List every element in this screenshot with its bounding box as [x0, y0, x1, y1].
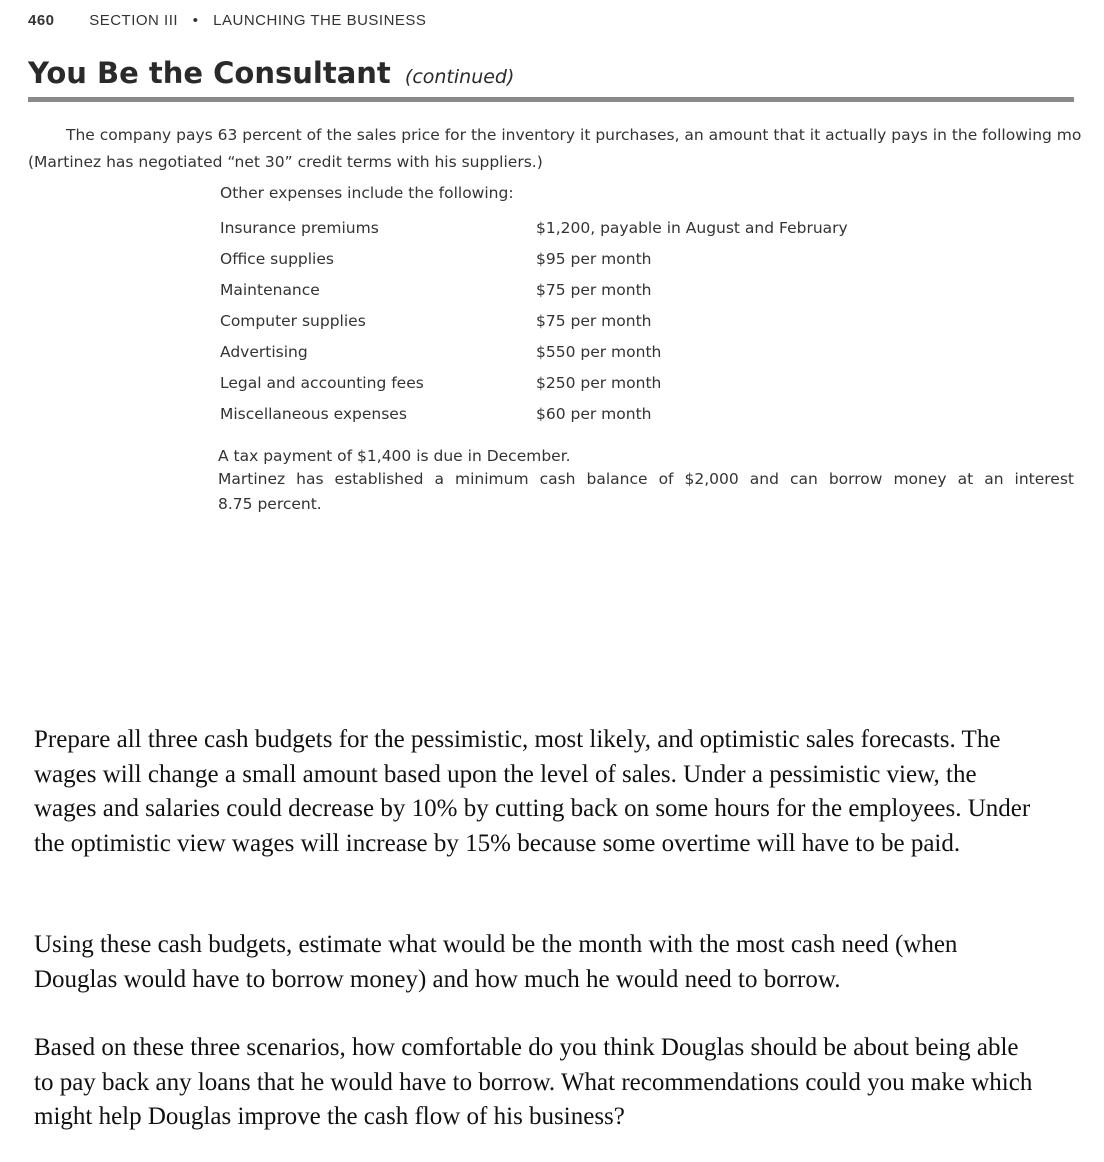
intro-line-2: (Martinez has negotiated “net 30” credit terms with his suppliers.) — [28, 153, 543, 171]
intro-line-1: The company pays 63 percent of the sales price for the inventory it purchases, an amount that it actually pays in the following mo — [66, 126, 1082, 144]
expense-value: $1,200, payable in August and February — [536, 218, 848, 237]
question-paragraph-3: Based on these three scenarios, how comfortable do you think Douglas should be about being able to pay back any loans that he would have to borrow. What recommendations could you make which might help Douglas improve the cash flow of his business? — [34, 1034, 1033, 1130]
min-cash-note-end: 8.75 percent. — [218, 495, 322, 513]
expense-value: $75 per month — [536, 280, 652, 299]
title-suffix: (continued) — [404, 66, 515, 88]
expense-value: $550 per month — [536, 342, 662, 361]
expense-value: $75 per month — [536, 311, 652, 330]
running-header — [28, 12, 426, 29]
expense-row — [220, 305, 940, 336]
expense-row — [220, 336, 940, 367]
expense-name: Miscellaneous expenses — [220, 404, 407, 423]
min-cash-note: Martinez has established a minimum cash balance of $2,000 and can borrow money at an interest — [218, 470, 1074, 488]
expenses-intro: Other expenses include the following: — [220, 184, 514, 202]
tax-note: A tax payment of $1,400 is due in December. — [218, 447, 571, 465]
expense-value: $60 per month — [536, 404, 652, 423]
expense-name: Computer supplies — [220, 311, 366, 330]
expense-table — [220, 212, 940, 429]
expense-row — [220, 367, 940, 398]
section-label: SECTION III — [89, 12, 179, 29]
expense-row — [220, 212, 940, 243]
title-rule — [28, 97, 1074, 102]
expense-name: Maintenance — [220, 280, 320, 299]
expense-value: $250 per month — [536, 373, 662, 392]
expense-row — [220, 398, 940, 429]
page-title — [28, 56, 514, 90]
expense-name: Office supplies — [220, 249, 334, 268]
question-paragraph-2: Using these cash budgets, estimate what would be the month with the most cash need (when Douglas would have to borrow money) and how much he would need to borrow. — [34, 931, 958, 993]
expense-name: Advertising — [220, 342, 308, 361]
title-main: You Be the Consultant — [28, 56, 391, 90]
expense-row — [220, 274, 940, 305]
expense-row — [220, 243, 940, 274]
expense-value: $95 per month — [536, 249, 652, 268]
header-bullet: • — [192, 12, 199, 29]
expense-name: Legal and accounting fees — [220, 373, 424, 392]
expense-name: Insurance premiums — [220, 218, 379, 237]
chapter-label: LAUNCHING THE BUSINESS — [213, 12, 427, 29]
page-number: 460 — [28, 12, 55, 29]
question-paragraph-1: Prepare all three cash budgets for the pessimistic, most likely, and optimistic sales forecasts. The wages will change a small amount based upon the level of sales. Under a pessimistic view, the wages and salaries could decrease by 10% by cutting back on some hours for the employees. Under the optimistic view wages will increase by 15% because some overtime will have to be paid. — [34, 726, 1031, 857]
